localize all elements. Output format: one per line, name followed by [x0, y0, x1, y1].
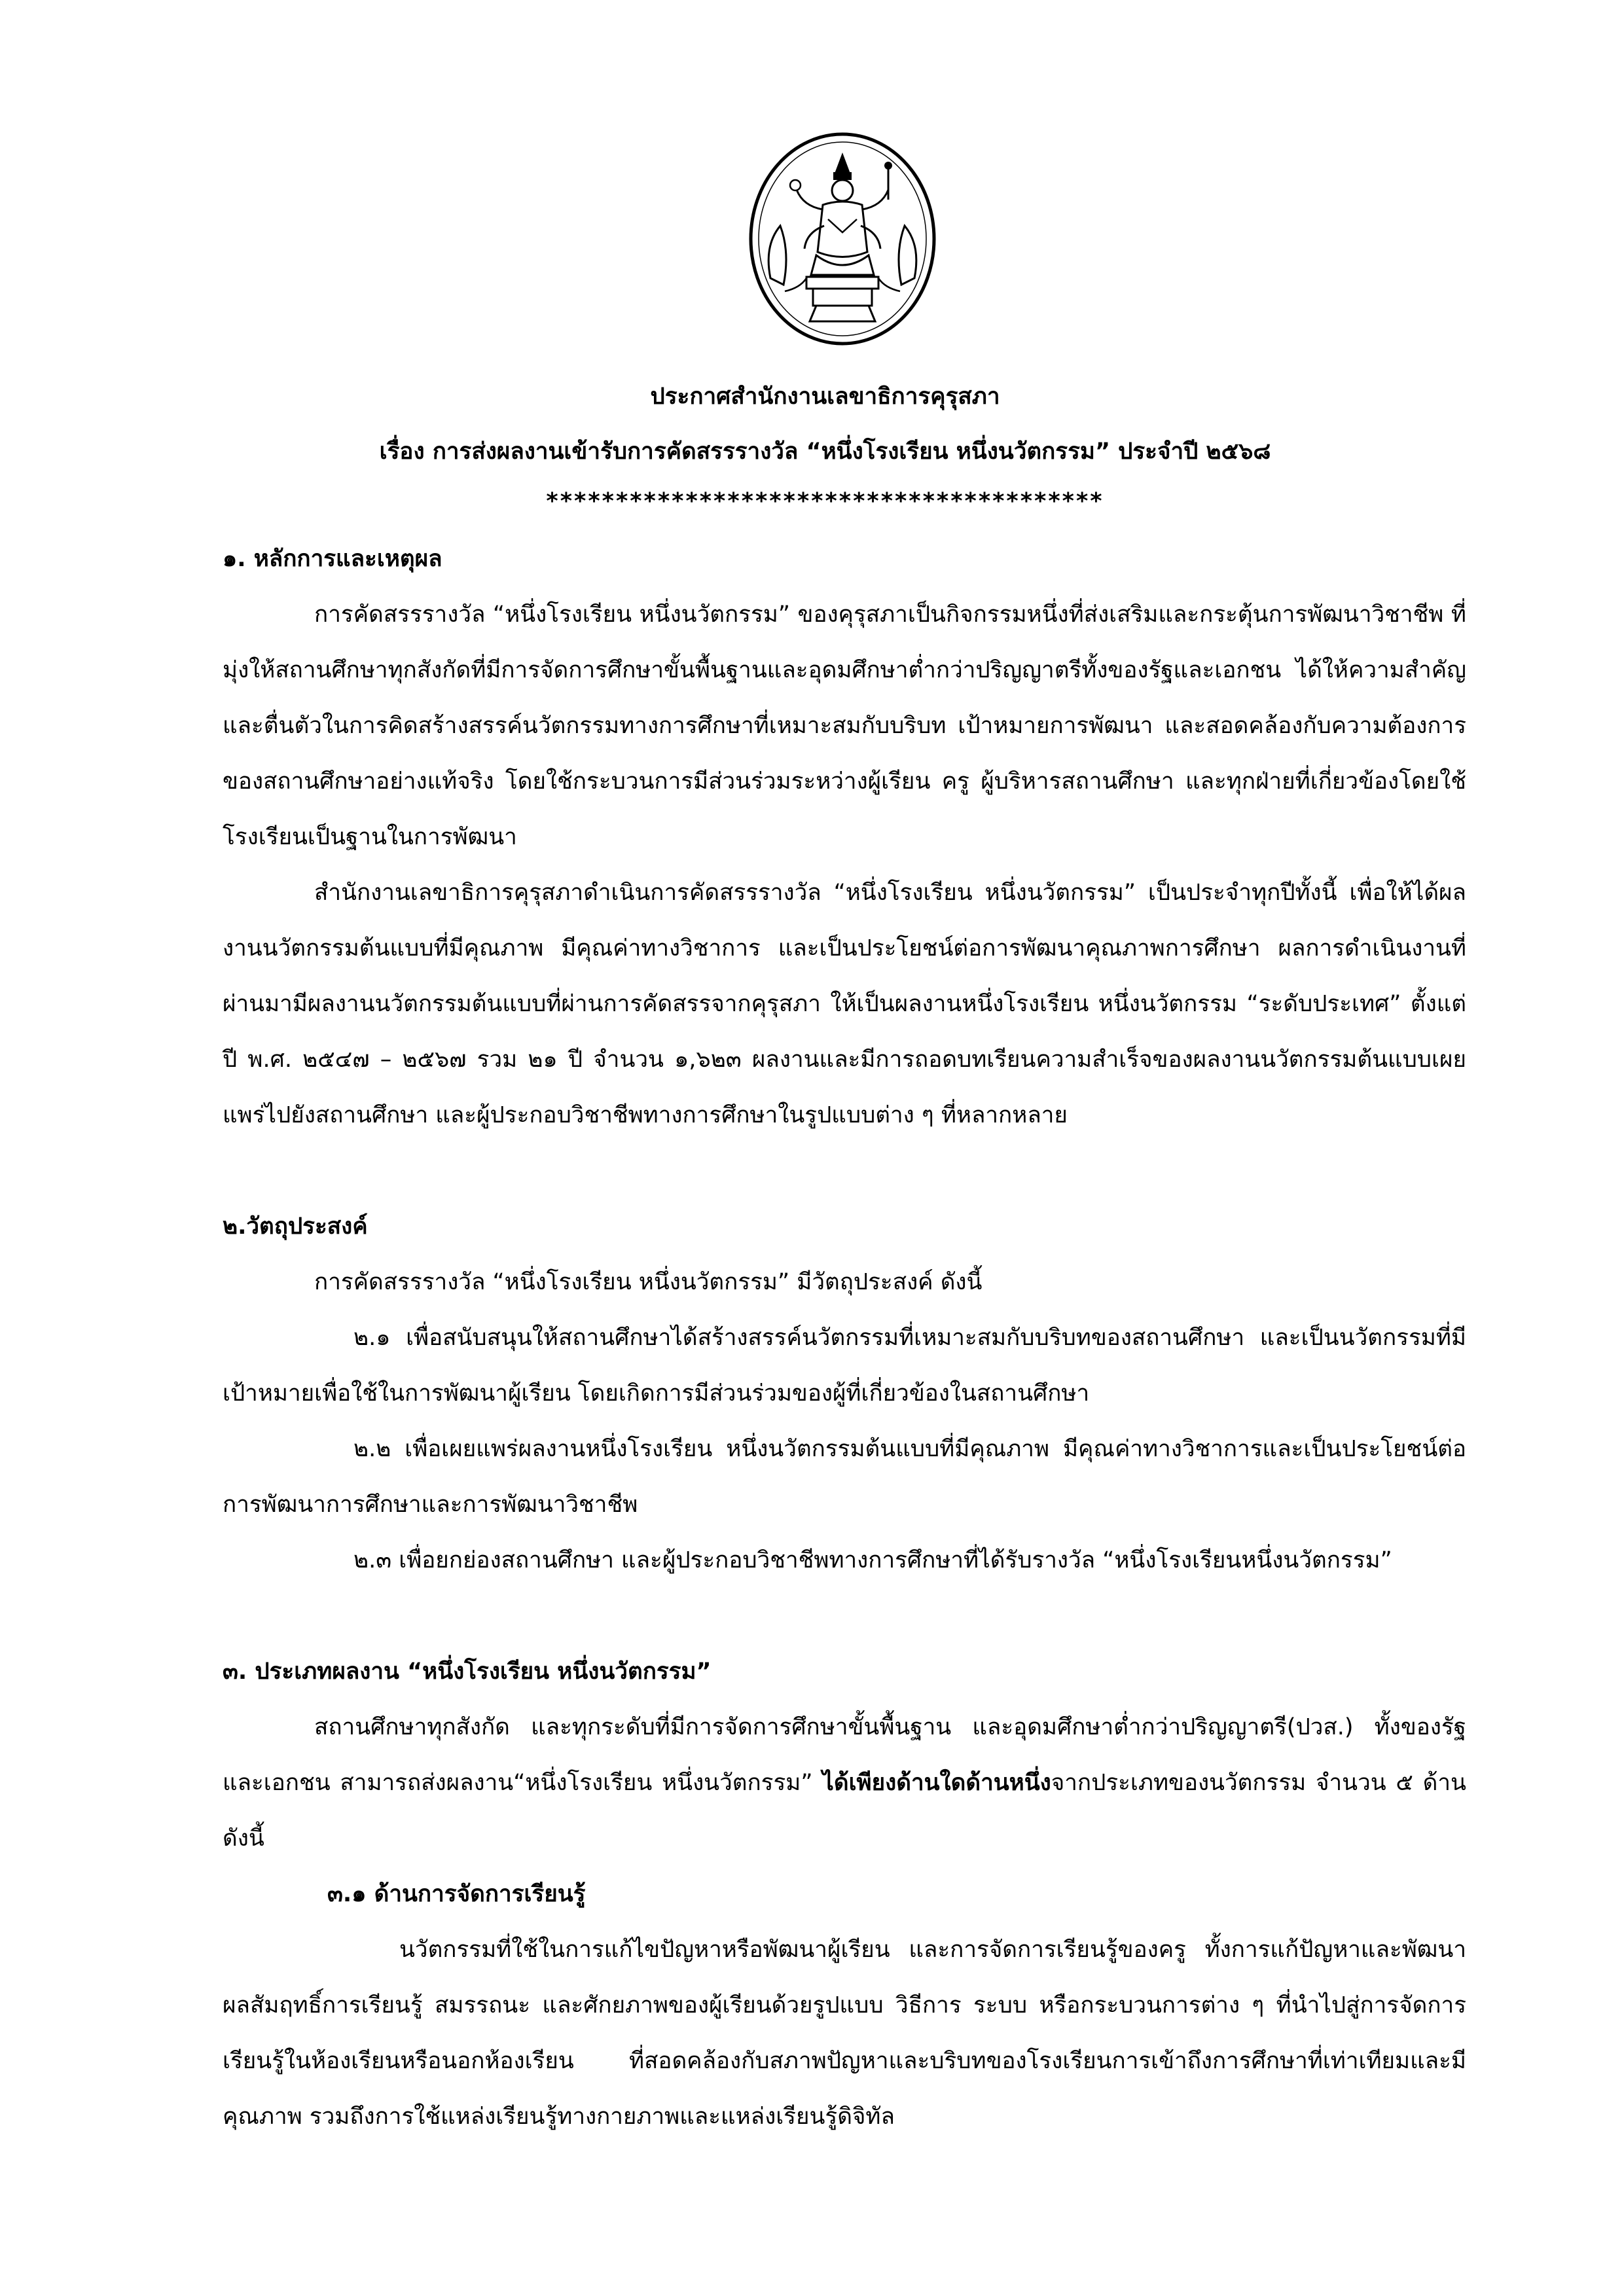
section-2-item-1: ๒.๑ เพื่อสนับสนุนให้สถานศึกษาได้สร้างสรรค์นวัตกรรมที่เหมาะสมกับบริบทของสถานศึกษา และเป็นนวัตกรรมที่มีเป้าหมายเพื่อใช้ในการพัฒนาผู้เรียน โดยเกิดการมีส่วนร่วมของผู้ที่เกี่ยวข้องในสถานศึกษา: [223, 1325, 1466, 1407]
section-2-heading: ๒.วัตถุประสงค์: [223, 1213, 368, 1240]
section-1-heading: ๑. หลักการและเหตุผล: [223, 546, 442, 572]
section-3-emphasis: ได้เพียงด้านใดด้านหนึ่ง: [822, 1770, 1051, 1796]
section-3-paragraph-tail: จากประเภทของนวัตกรรม จำนวน ๕ ด้าน ดังนี้: [223, 1770, 1466, 1852]
header-separator: ****************************************: [546, 488, 1104, 514]
section-1-paragraph-1: การคัดสรรรางวัล “หนึ่งโรงเรียน หนึ่งนวัตกรรม” ของคุรุสภาเป็นกิจกรรมหนึ่งที่ส่งเสริมและกระตุ้นการพัฒนาวิชาชีพ ที่มุ่งให้สถานศึกษาทุกสังกัดที่มีการจัดการศึกษาขั้นพื้นฐานและอุดมศึกษาต่ำกว่าปริญญาตรีทั้งของรัฐและเอกชน ได้ให้ความสำคัญ และตื่นตัวในการคิดสร้างสรรค์นวัตกรรมทางการศึกษาที่เหมาะสมกับบริบท เป้าหมายการพัฒนา และสอดคล้องกับความต้องการของสถานศึกษาอย่างแท้จริง โดยใช้กระบวนการมีส่วนร่วมระหว่างผู้เรียน ครู ผู้บริหารสถานศึกษา และทุกฝ่ายที่เกี่ยวข้องโดยใช้โรงเรียนเป็นฐานในการพัฒนา: [223, 601, 1466, 850]
announcement-title: ประกาศสำนักงานเลขาธิการคุรุสภา: [650, 384, 1000, 410]
section-1-paragraph-2: สำนักงานเลขาธิการคุรุสภาดำเนินการคัดสรรรางวัล “หนึ่งโรงเรียน หนึ่งนวัตกรรม” เป็นประจำทุกปีทั้งนี้ เพื่อให้ได้ผลงานนวัตกรรมต้นแบบที่มีคุณภาพ มีคุณค่าทางวิชาการ และเป็นประโยชน์ต่อการพัฒนาคุณภาพการศึกษา ผลการดำเนินงานที่ผ่านมามีผลงานนวัตกรรมต้นแบบที่ผ่านการคัดสรรจากคุรุสภา ให้เป็นผลงานหนึ่งโรงเรียน หนึ่งนวัตกรรม “ระดับประเทศ” ตั้งแต่ปี พ.ศ. ๒๕๔๗ – ๒๕๖๗ รวม ๒๑ ปี จำนวน ๑,๖๒๓ ผลงานและมีการถอดบทเรียนความสำเร็จของผลงานนวัตกรรมต้นแบบเผยแพร่ไปยังสถานศึกษา และผู้ประกอบวิชาชีพทางการศึกษาในรูปแบบต่าง ๆ ที่หลากหลาย: [223, 880, 1466, 1128]
section-2-item-2: ๒.๒ เพื่อเผยแพร่ผลงานหนึ่งโรงเรียน หนึ่งนวัตกรรมต้นแบบที่มีคุณภาพ มีคุณค่าทางวิชาการและเป็นประโยชน์ต่อการพัฒนาการศึกษาและการพัฒนาวิชาชีพ: [223, 1436, 1466, 1518]
section-3-heading: ๓. ประเภทผลงาน “หนึ่งโรงเรียน หนึ่งนวัตกรรม”: [223, 1659, 712, 1685]
section-3-1-heading: ๓.๑ ด้านการจัดการเรียนรู้: [327, 1881, 586, 1907]
section-3-paragraph: [223, 1700, 1466, 1867]
document-body: [223, 531, 1466, 2145]
section-2-item-3: ๒.๓ เพื่อยกย่องสถานศึกษา และผู้ประกอบวิชาชีพทางการศึกษาที่ได้รับรางวัล “หนึ่งโรงเรียนหนึ่งนวัตกรรม”: [353, 1547, 1392, 1573]
section-3-paragraph-text: สถานศึกษาทุกสังกัด และทุกระดับที่มีการจัดการศึกษาขั้นพื้นฐาน และอุดมศึกษาต่ำกว่าปริญญาตรี(ปวส.) ทั้งของรัฐ และเอกชน สามารถส่งผลงาน“หนึ่งโรงเรียน หนึ่งนวัตกรรม”: [223, 1714, 1466, 1796]
section-3-1-text: นวัตกรรมที่ใช้ในการแก้ไขปัญหาหรือพัฒนาผู้เรียน และการจัดการเรียนรู้ของครู ทั้งการแก้ปัญหาและพัฒนาผลสัมฤทธิ์การเรียนรู้ สมรรถนะ และศักยภาพของผู้เรียนด้วยรูปแบบ วิธีการ ระบบ หรือกระบวนการต่าง ๆ ที่นำไปสู่การจัดการเรียนรู้ในห้องเรียนหรือนอกห้องเรียน ที่สอดคล้องกับสภาพปัญหาและบริบทของโรงเรียนการเข้าถึงการศึกษาที่เท่าเทียมและมีคุณภาพ รวมถึงการใช้แหล่งเรียนรู้ทางกายภาพและแหล่งเรียนรู้ดิจิทัล: [223, 1937, 1466, 2130]
section-2-intro: การคัดสรรรางวัล “หนึ่งโรงเรียน หนึ่งนวัตกรรม” มีวัตถุประสงค์ ดังนี้: [314, 1269, 983, 1295]
announcement-subject: เรื่อง การส่งผลงานเข้ารับการคัดสรรรางวัล “หนึ่งโรงเรียน หนึ่งนวัตกรรม” ประจำปี ๒๕๖๘: [379, 439, 1271, 465]
khurusapha-seal-icon: [744, 128, 941, 350]
